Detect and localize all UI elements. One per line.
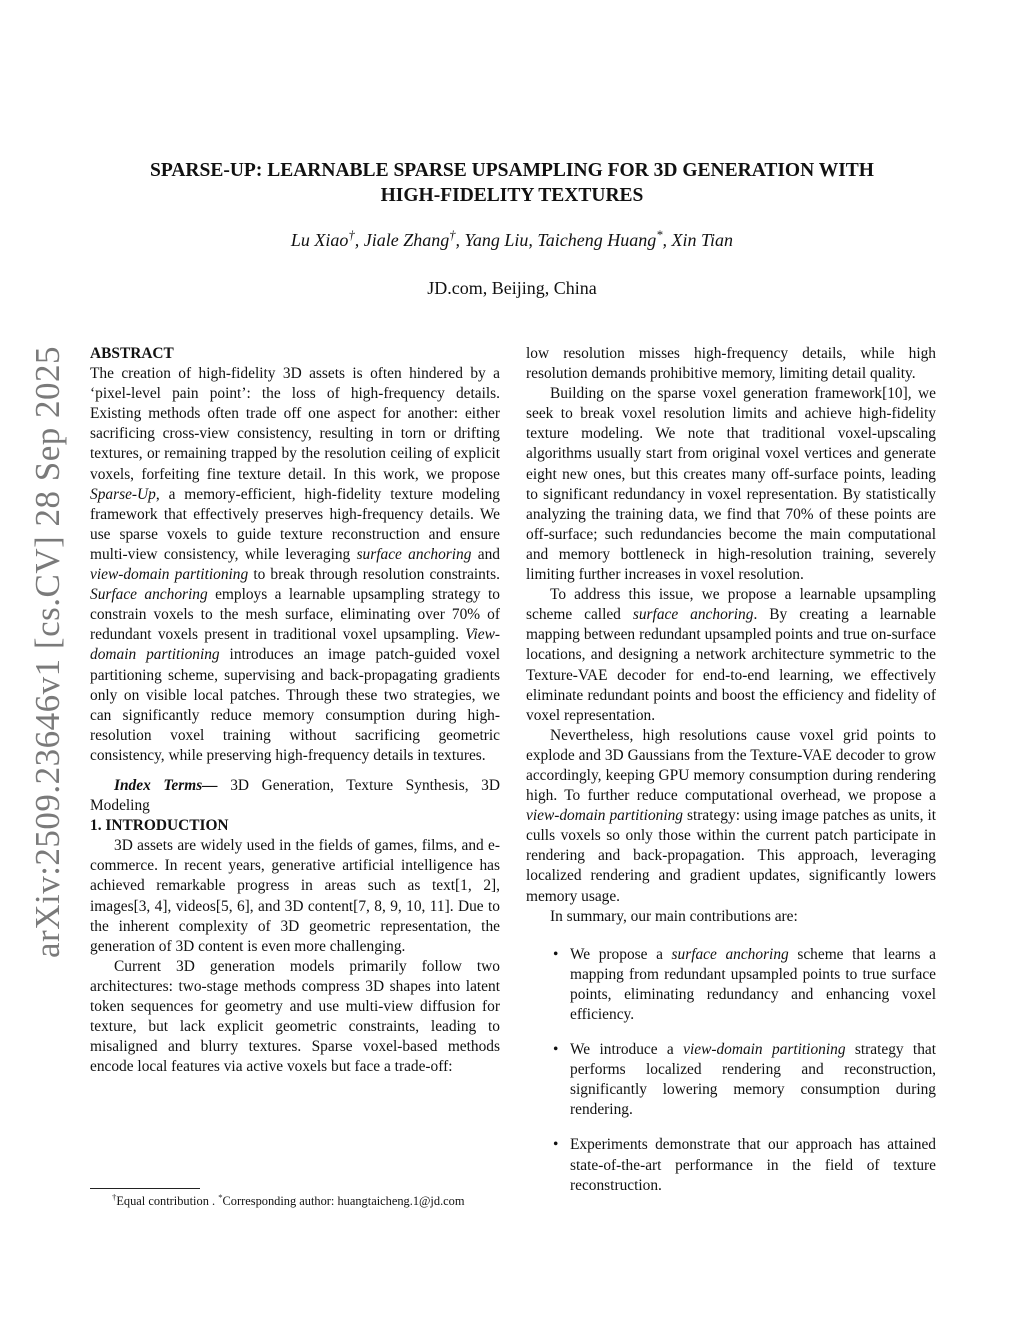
contributions-list [526,945,936,1196]
introduction-heading: 1. INTRODUCTION [90,817,229,835]
bullet-icon: • [553,945,559,963]
title-line-2: HIGH-FIDELITY TEXTURES [380,185,644,206]
list-item: • Experiments demonstrate that our approach has attained state-of-the-art performance in the field of texture reconstruction. [553,1136,936,1194]
title-line-1: SPARSE-UP: LEARNABLE SPARSE UPSAMPLING FOR 3D GENERATION WITH [150,160,874,181]
author: Xin Tian [671,230,734,250]
footnote-rule [90,1188,200,1189]
bullet-icon: • [553,1041,559,1059]
paper-title [90,158,934,208]
paragraph-summary: In summary, our main contributions are: [550,907,798,925]
abstract-text: The creation of high-fidelity 3D assets is often hindered by a ‘pixel-level pain point’: the loss of high-frequency details. Existing methods often trade off one aspect for another: either sacrificing cross-view consistency, resulting in torn or drifting textures, or remaining trapped by the resolution ceiling of explicit voxels, forfeiting fine texture detail. In this work, we propose Sparse-Up, a memory-efficient, high-fidelity texture modeling framework that effectively preserves high-frequency details. We use sparse voxels to guide texture reconstruction and ensure multi-view consistency, while leveraging surface anchoring and view-domain partitioning to break through resolution constraints. Surface anchoring employs a learnable upsampling strategy to constrain voxels to the mesh surface, eliminating over 70% of redundant voxels present in traditional voxel upsampling. View-domain partitioning introduces an image patch-guided voxel partitioning scheme, supervising and back-propagating gradients only on visible local patches. Through these two strategies, we can significantly reduce memory consumption during high-resolution voxel training without sacrificing geometric consistency, while preserving high-frequency details in textures. [90,365,501,764]
right-column [526,344,936,1211]
paragraph-view-domain: Nevertheless, high resolutions cause voxel grid points to explode and 3D Gaussians from the Texture-VAE decoder to grow accordingly, keeping GPU memory consumption during rendering high. To further reduce computational overhead, we propose a view-domain partitioning strategy: using image patches as units, it culls voxels so only those within the current patch participate in rendering and back-propagation. This approach, leveraging localized rendering and gradient updates, significantly lowers memory usage. [526,726,937,905]
paragraph-surface-anchoring: To address this issue, we propose a learnable upsampling scheme called surface anchoring. By creating a learnable mapping between redundant upsampled points and true on-surface locations, and designing a network architecture symmetric to the Texture-VAE decoder for end-to-end learning, we effectively eliminate redundant points and boost the efficiency and fidelity of voxel representation. [526,586,936,724]
paragraph-framework: Building on the sparse voxel generation framework[10], we seek to break voxel resolution limits and achieve high-fidelity texture modeling. We note that traditional voxel-upscaling algorithms usually start from original voxel vertices and generate eight new ones, but this creates many off-surface points, leading to significant redundancy in voxel representation. By statistically analyzing the training data, we find that 70% of these points are off-surface; such redundancies become the main computational and memory bottleneck in high-resolution training, severely limiting further increases in voxel resolution. [526,385,936,584]
author: Yang Liu, [464,230,538,250]
list-item: • We propose a surface anchoring scheme that learns a mapping from redundant upsampled points to true surface points, eliminating redundancy and enhancing voxel efficiency. [553,945,936,1023]
author-list [90,230,934,251]
author: Taicheng Huang*, [537,228,672,250]
footnote-text: †Equal contribution . *Corresponding author: huangtaicheng.1@jd.com [112,1191,465,1208]
author: Jiale Zhang†, [363,228,465,250]
left-column [90,344,500,1077]
index-terms: Index Terms— 3D Generation, Texture Synthesis, 3D Modeling [90,776,500,815]
author: Lu Xiao†, [290,228,364,250]
abstract-heading: ABSTRACT [90,345,174,362]
bullet-icon: • [553,1136,559,1154]
intro-paragraph-2: Current 3D generation models primarily follow two architectures: two-stage methods compress 3D shapes into latent token sequences for geometry and use multi-view diffusion for texture, but lack explicit geometric constraints, leading to misaligned and blurry textures. Sparse voxel-based methods encode local features via active voxels but face a trade-off: [90,957,500,1076]
affiliation: JD.com, Beijing, China [427,278,597,298]
footnote [90,1188,500,1209]
paragraph-continued: low resolution misses high-frequency details, while high resolution demands prohibitive memory, limiting detail quality. [526,345,936,383]
arxiv-identifier-stamp[interactable]: arXiv:2509.23646v1 [cs.CV] 28 Sep 2025 [28,345,67,958]
intro-paragraph-1: 3D assets are widely used in the fields of games, films, and e-commerce. In recent years, generative artificial intelligence has achieved remarkable progress in areas such as text[1, 2], images[3, 4], videos[5, 6], and 3D content[7, 8, 9, 10, 11]. Due to the inherent complexity of 3D geometric representation, the generation of 3D content is even more challenging. [90,837,500,955]
list-item: • We introduce a view-domain partitioning strategy that performs localized rendering and reconstruction, significantly lowering memory consumption during rendering. [553,1041,937,1119]
